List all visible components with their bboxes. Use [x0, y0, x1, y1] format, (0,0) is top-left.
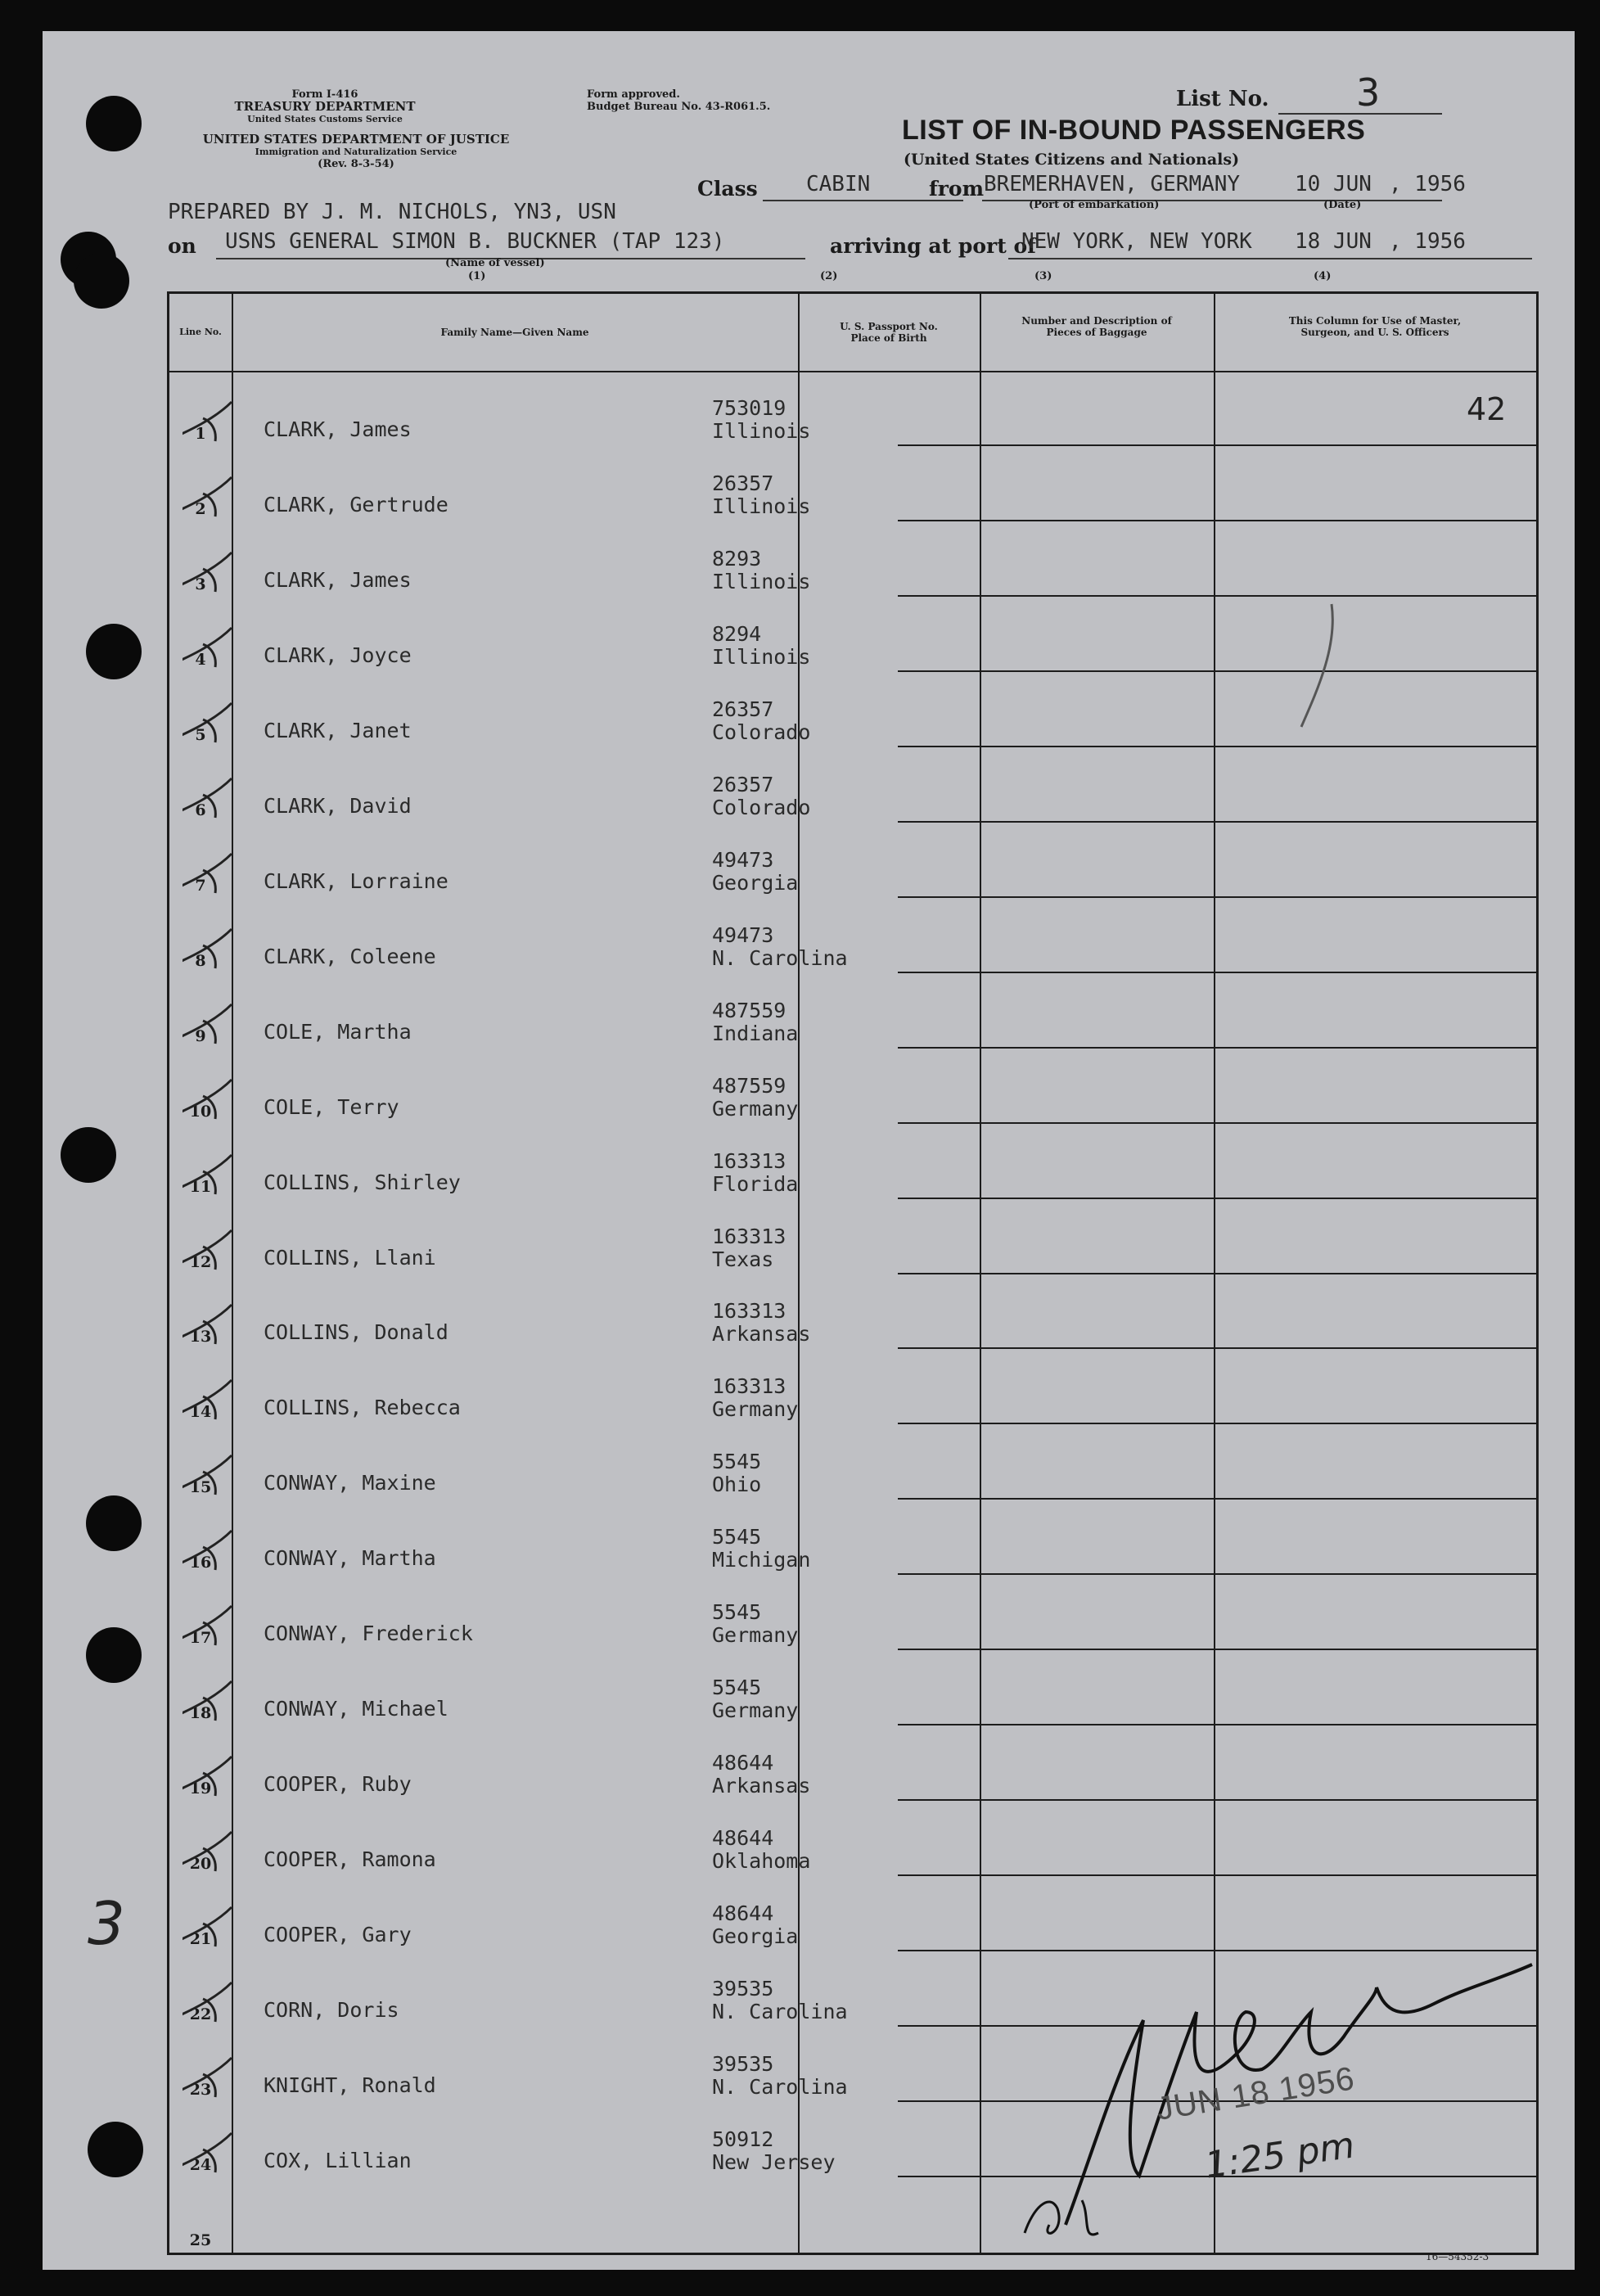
- place-of-birth: Arkansas: [712, 1774, 811, 1798]
- form-number: Form I-416: [291, 88, 358, 101]
- passenger-name: CONWAY, Frederick: [264, 1622, 473, 1646]
- revision: (Rev. 8-3-54): [318, 158, 394, 170]
- passenger-name: COLLINS, Rebecca: [264, 1396, 461, 1420]
- line-number: 9: [195, 1026, 206, 1045]
- table-row: [169, 747, 1536, 823]
- passenger-name: COOPER, Ruby: [264, 1772, 412, 1797]
- header-name: Family Name—Given Name: [440, 327, 589, 338]
- line-number: 18: [189, 1704, 212, 1723]
- place-of-birth: Oklahoma: [712, 1849, 811, 1874]
- table-row: [169, 823, 1536, 898]
- arrival-year: , 1956: [1389, 229, 1466, 254]
- passport-number: 26357: [712, 471, 774, 495]
- table-row: [169, 1274, 1536, 1350]
- place-of-birth: Germany: [712, 1096, 799, 1121]
- place-of-birth: Colorado: [712, 719, 811, 744]
- passport-number: 48644: [712, 1751, 774, 1775]
- line-number: 19: [189, 1780, 212, 1798]
- passport-number: 487559: [712, 998, 786, 1022]
- passport-number: 487559: [712, 1073, 786, 1098]
- passenger-name: CLARK, David: [264, 793, 412, 818]
- count-annotation: 42: [1467, 391, 1507, 427]
- line-number: 14: [189, 1403, 212, 1422]
- check-mark: [183, 770, 273, 823]
- table-row: [169, 1725, 1536, 1801]
- passenger-name: COLLINS, Llani: [264, 1245, 436, 1270]
- line-number: 11: [189, 1177, 212, 1196]
- arrival-port: NEW YORK, NEW YORK: [1021, 229, 1252, 254]
- line-number: 5: [195, 725, 206, 744]
- customs-service: United States Customs Service: [247, 114, 403, 124]
- check-mark: [183, 1372, 273, 1424]
- passenger-name: CONWAY, Michael: [264, 1697, 448, 1721]
- passport-number: 163313: [712, 1224, 786, 1248]
- place-of-birth: Indiana: [712, 1021, 799, 1045]
- justice-block: [164, 133, 548, 170]
- col3-caption: (3): [1034, 270, 1052, 282]
- place-of-birth: N. Carolina: [712, 945, 848, 970]
- passenger-name: COLE, Martha: [264, 1019, 412, 1044]
- list-no-value: 3: [1356, 70, 1381, 115]
- passenger-name: CONWAY, Maxine: [264, 1471, 436, 1495]
- header-line-no: Line No.: [179, 327, 222, 337]
- stamp-time: 1:25 pm: [1202, 2124, 1358, 2187]
- ins-service: Immigration and Naturalization Service: [255, 147, 457, 157]
- place-of-birth: Germany: [712, 1698, 799, 1723]
- arriving-label: arriving at port of: [830, 234, 1036, 258]
- check-mark: [183, 394, 273, 446]
- line-number: 8: [195, 951, 206, 970]
- punch-hole: [61, 1127, 116, 1183]
- from-value: BREMERHAVEN, GERMANY: [984, 172, 1241, 196]
- table-row: [169, 1049, 1536, 1124]
- place-of-birth: Illinois: [712, 494, 811, 518]
- check-mark: [183, 1824, 273, 1876]
- check-mark: [183, 2125, 273, 2177]
- passport-number: 5545: [712, 1676, 762, 1700]
- place-of-birth: Colorado: [712, 795, 811, 819]
- justice-dept: UNITED STATES DEPARTMENT OF JUSTICE: [202, 132, 510, 147]
- embarkation-caption: (Port of embarkation): [1029, 199, 1160, 211]
- check-mark: [183, 1899, 273, 1951]
- line-number: 17: [189, 1629, 212, 1648]
- table-row: [169, 1424, 1536, 1500]
- place-of-birth: Michigan: [712, 1548, 811, 1572]
- check-mark: [183, 1974, 273, 2027]
- check-mark: [183, 1071, 273, 1124]
- passport-number: 48644: [712, 1901, 774, 1926]
- line-number: 15: [189, 1478, 212, 1497]
- passport-number: 163313: [712, 1374, 786, 1399]
- table-row: [169, 1199, 1536, 1274]
- class-label: Class: [697, 177, 758, 201]
- passenger-name: COX, Lillian: [264, 2149, 412, 2173]
- passport-number: 8293: [712, 546, 762, 571]
- place-of-birth: N. Carolina: [712, 2000, 848, 2024]
- departure-year: , 1956: [1389, 172, 1466, 196]
- line-number: 2: [195, 499, 206, 518]
- line-number: 6: [195, 801, 206, 819]
- passport-number: 49473: [712, 922, 774, 947]
- on-label: on: [168, 234, 196, 258]
- passport-number: 753019: [712, 395, 786, 420]
- from-label: from: [929, 177, 985, 201]
- place-of-birth: Arkansas: [712, 1322, 811, 1346]
- passenger-name: COLLINS, Donald: [264, 1320, 448, 1345]
- header-passport: U. S. Passport No. Place of Birth: [840, 321, 938, 344]
- line-number: 3: [195, 575, 206, 593]
- passenger-name: CLARK, Gertrude: [264, 492, 448, 516]
- line-number: 4: [195, 650, 206, 669]
- col1-caption: (1): [468, 270, 486, 282]
- check-mark: [183, 544, 273, 597]
- line-number: 13: [189, 1328, 212, 1346]
- passenger-name: COLLINS, Shirley: [264, 1170, 461, 1194]
- header-officers: This Column for Use of Master, Surgeon, and U. S. Officers: [1288, 315, 1462, 338]
- line-number: 24: [189, 2156, 212, 2175]
- place-of-birth: Georgia: [712, 1924, 799, 1949]
- passenger-name: COLE, Terry: [264, 1094, 399, 1119]
- place-of-birth: Georgia: [712, 870, 799, 895]
- place-of-birth: New Jersey: [712, 2150, 836, 2175]
- passport-number: 8294: [712, 621, 762, 646]
- check-mark: [183, 846, 273, 898]
- passenger-name: COOPER, Gary: [264, 1923, 412, 1947]
- table-row: [169, 1500, 1536, 1575]
- document-sheet: [43, 31, 1575, 2270]
- punch-hole: [74, 253, 129, 309]
- passenger-name: CONWAY, Martha: [264, 1546, 436, 1571]
- passenger-name: CLARK, James: [264, 417, 412, 441]
- passport-number: 50912: [712, 2127, 774, 2152]
- place-of-birth: Germany: [712, 1397, 799, 1422]
- arrival-date: 18 JUN: [1295, 229, 1372, 254]
- passport-number: 163313: [712, 1148, 786, 1173]
- check-mark: [183, 2050, 273, 2102]
- place-of-birth: Texas: [712, 1247, 774, 1271]
- place-of-birth: Illinois: [712, 644, 811, 669]
- margin-number: 3: [88, 1889, 125, 1958]
- check-mark: [183, 1447, 273, 1500]
- place-of-birth: Illinois: [712, 418, 811, 443]
- check-mark: [183, 695, 273, 747]
- passport-number: 39535: [712, 1977, 774, 2001]
- passenger-name: CLARK, Janet: [264, 718, 412, 742]
- check-mark: [183, 1522, 273, 1575]
- table-row: [169, 1124, 1536, 1199]
- footer-code: 16—54352-3: [1426, 2251, 1490, 2262]
- approval-block: [587, 88, 770, 113]
- line-number: 23: [189, 2081, 212, 2100]
- passport-number: 5545: [712, 1450, 762, 1474]
- treasury-dept: TREASURY DEPARTMENT: [234, 99, 416, 114]
- departure-date: 10 JUN: [1295, 172, 1372, 196]
- passenger-name: COOPER, Ramona: [264, 1847, 436, 1872]
- stamp-date: JUN 18 1956: [1153, 2060, 1358, 2127]
- place-of-birth: Ohio: [712, 1473, 762, 1497]
- line-number: 21: [189, 1930, 212, 1949]
- passport-number: 49473: [712, 847, 774, 872]
- punch-hole: [86, 1495, 142, 1551]
- col2-caption: (2): [820, 270, 838, 282]
- table-row: [169, 1650, 1536, 1725]
- passport-number: 48644: [712, 1826, 774, 1851]
- table-row: [169, 1801, 1536, 1876]
- check-mark: [183, 469, 273, 521]
- punch-hole: [86, 1627, 142, 1683]
- check-mark: [183, 620, 273, 672]
- passport-number: 5545: [712, 1525, 762, 1549]
- line-number: 16: [189, 1554, 212, 1572]
- budget-bureau: Budget Bureau No. 43-R061.5.: [587, 101, 771, 113]
- passport-number: 26357: [712, 697, 774, 721]
- passport-number: 26357: [712, 772, 774, 796]
- form-agency-block: [161, 88, 489, 125]
- vessel-name: USNS GENERAL SIMON B. BUCKNER (TAP 123): [225, 229, 725, 254]
- line-number: 7: [195, 876, 206, 895]
- check-mark: [183, 996, 273, 1049]
- class-value: CABIN: [806, 172, 871, 196]
- passport-number: 163313: [712, 1299, 786, 1324]
- passenger-name: CLARK, Lorraine: [264, 868, 448, 893]
- check-mark: [183, 1598, 273, 1650]
- check-mark: [183, 1147, 273, 1199]
- date-caption: (Date): [1323, 199, 1362, 211]
- line-number: 12: [189, 1252, 212, 1271]
- table-row: [169, 521, 1536, 597]
- list-no-label: List No.: [1176, 87, 1269, 111]
- page-subtitle: (United States Citizens and Nationals): [904, 151, 1240, 169]
- table-row: [169, 1349, 1536, 1424]
- line-number: 25: [189, 2231, 212, 2249]
- line-number: 22: [189, 2005, 212, 2024]
- checkmark-stroke: [1295, 596, 1344, 735]
- line-number: 20: [189, 1855, 212, 1874]
- passenger-name: CLARK, Joyce: [264, 643, 412, 667]
- passport-number: 39535: [712, 2052, 774, 2077]
- punch-hole: [88, 2122, 143, 2177]
- table-row: [169, 371, 1536, 446]
- form-approved: Form approved.: [587, 88, 680, 101]
- punch-hole: [86, 96, 142, 151]
- line-number: 10: [189, 1102, 212, 1121]
- place-of-birth: N. Carolina: [712, 2075, 848, 2100]
- page-title: LIST OF IN-BOUND PASSENGERS: [902, 115, 1366, 146]
- place-of-birth: Florida: [712, 1171, 799, 1196]
- col4-caption: (4): [1314, 270, 1332, 282]
- table-row: [169, 446, 1536, 521]
- check-mark: [183, 1748, 273, 1801]
- punch-hole: [86, 624, 142, 679]
- check-mark: [183, 921, 273, 973]
- place-of-birth: Germany: [712, 1623, 799, 1648]
- prepared-by: PREPARED BY J. M. NICHOLS, YN3, USN: [168, 200, 616, 224]
- vessel-caption: (Name of vessel): [445, 257, 545, 269]
- table-row: [169, 898, 1536, 973]
- table-row: [169, 973, 1536, 1049]
- line-number: 1: [195, 424, 206, 443]
- passenger-name: CLARK, James: [264, 567, 412, 592]
- passenger-name: KNIGHT, Ronald: [264, 2073, 436, 2098]
- table-row: [169, 1575, 1536, 1650]
- passport-number: 5545: [712, 1600, 762, 1625]
- header-baggage: Number and Description of Pieces of Baggage: [1021, 315, 1172, 338]
- check-mark: [183, 1297, 273, 1349]
- passenger-name: CORN, Doris: [264, 1998, 399, 2023]
- passenger-name: CLARK, Coleene: [264, 944, 436, 968]
- check-mark: [183, 1673, 273, 1725]
- place-of-birth: Illinois: [712, 569, 811, 593]
- check-mark: [183, 1222, 273, 1274]
